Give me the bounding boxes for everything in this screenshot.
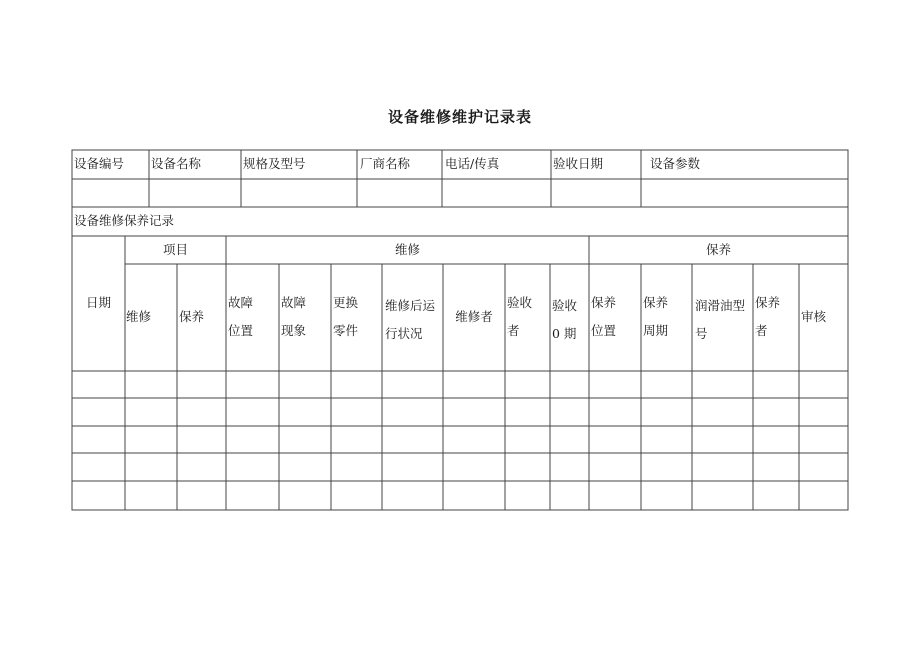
header-repair-group: 维修 xyxy=(394,242,420,257)
subheader-replaced-parts xyxy=(333,289,358,345)
subheader-acceptor-line1: 验收 xyxy=(507,295,533,310)
subheader-fault-symptom-line1: 故障 xyxy=(281,295,307,310)
header-manufacturer: 厂商名称 xyxy=(360,156,411,171)
subheader-lube-model-line1: 润滑油型 xyxy=(695,298,746,313)
subheader-fault-position xyxy=(228,289,253,345)
header-phone-fax: 电话/传真 xyxy=(445,156,500,171)
subheader-item-repair: 维修 xyxy=(126,309,152,324)
subheader-reviewer: 审核 xyxy=(801,309,827,324)
subheader-replaced-parts-line1: 更换 xyxy=(333,295,359,310)
header-equipment-params: 设备参数 xyxy=(650,156,701,171)
subheader-acceptor xyxy=(507,289,532,345)
subheader-item-maintain: 保养 xyxy=(179,309,205,324)
subheader-repairer: 维修者 xyxy=(455,309,493,324)
subheader-post-repair-status-line1: 维修后运 xyxy=(385,298,436,313)
subheader-fault-position-line2: 位置 xyxy=(228,323,254,338)
subheader-lube-model xyxy=(695,292,745,348)
subheader-maint-position xyxy=(591,289,616,345)
subheader-fault-symptom xyxy=(281,289,306,345)
subheader-post-repair-status xyxy=(385,292,435,348)
subheader-maint-cycle xyxy=(643,289,668,345)
subheader-maint-position-line2: 位置 xyxy=(591,323,617,338)
subheader-maintainer-line2: 者 xyxy=(755,323,768,338)
subheader-acceptance-date-line2: 0 期 xyxy=(552,326,577,341)
header-equipment-id: 设备编号 xyxy=(74,156,125,171)
header-item: 项目 xyxy=(162,242,188,257)
subheader-acceptance-date-line1: 验收 xyxy=(552,298,578,313)
subheader-maintainer-line1: 保养 xyxy=(755,295,781,310)
subheader-fault-symptom-line2: 现象 xyxy=(281,323,307,338)
header-acceptance-date: 验收日期 xyxy=(553,156,604,171)
subheader-replaced-parts-line2: 零件 xyxy=(333,323,359,338)
subheader-maintainer xyxy=(755,289,780,345)
subheader-acceptor-line2: 者 xyxy=(507,323,520,338)
header-maintenance-group: 保养 xyxy=(705,242,731,257)
subheader-post-repair-status-line2: 行状况 xyxy=(385,326,423,341)
subheader-lube-model-line2: 号 xyxy=(695,326,708,341)
header-spec-model: 规格及型号 xyxy=(243,156,306,171)
header-date: 日期 xyxy=(85,295,111,310)
subheader-acceptance-date xyxy=(552,292,577,348)
subheader-maint-position-line1: 保养 xyxy=(591,295,617,310)
section-label: 设备维修保养记录 xyxy=(74,213,175,228)
subheader-maint-cycle-line2: 周期 xyxy=(643,323,669,338)
subheader-maint-cycle-line1: 保养 xyxy=(643,295,669,310)
subheader-fault-position-line1: 故障 xyxy=(228,295,254,310)
page-title: 设备维修维护记录表 xyxy=(387,108,532,126)
header-equipment-name: 设备名称 xyxy=(151,156,202,171)
